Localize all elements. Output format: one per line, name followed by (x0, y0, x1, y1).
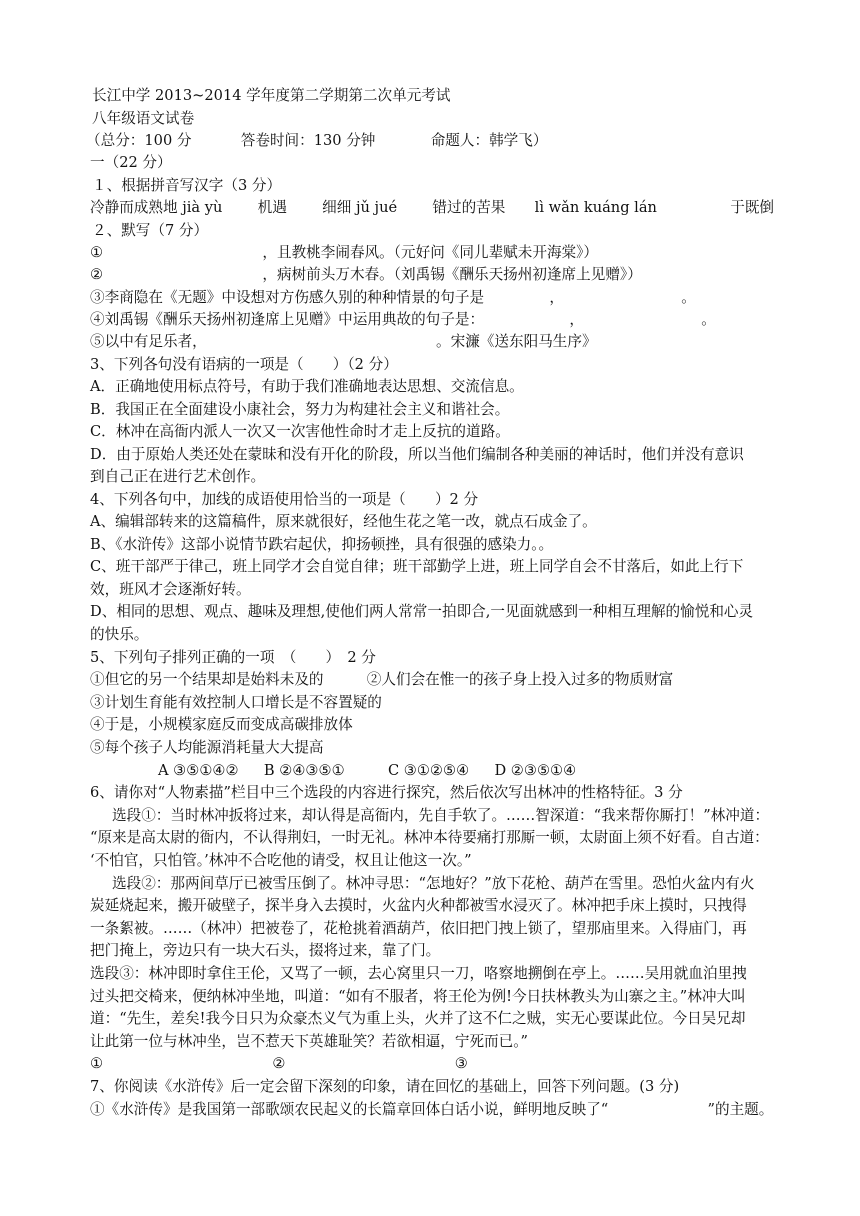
q3-title: 3、下列各句没有语病的一项是（ ）（2 分） (90, 356, 398, 373)
q6-passage-1-line: 选段①：当时林冲扳将过来，却认得是高衙内，先自手软了。……智深道：“我来帮你厮打！”林冲道： (112, 807, 770, 824)
q2-text: ，且教桃李闹春风。（元好问《同儿辈赋未开海棠》） (262, 244, 599, 261)
q1-items (90, 198, 774, 218)
q5-sentence: ②人们会在惟一的孩子身上投入过多的物质财富 (366, 671, 674, 688)
exam-author: 命题人：韩学飞） (430, 132, 548, 149)
q2-text: ⑤以中有足乐者， (90, 333, 207, 350)
q1-item: 冷静而成熟地 jià yù (90, 199, 223, 216)
q2-punct: 。 (681, 289, 696, 306)
part-one-heading: 一（22 分） (90, 154, 172, 171)
q7-line-1 (90, 1100, 773, 1120)
q2-text: ④刘禹锡《酬乐天扬州初逢席上见赠》中运用典故的句子是： (90, 311, 485, 328)
q6-passage-3-line: 选段③：林冲即时拿住王伦，又骂了一顿，去心窝里只一刀，咯察地搠倒在亭上。……吴用就血泊里拽 (90, 965, 747, 982)
q1-item: 细细 jǔ jué (322, 199, 398, 216)
q3-option-c: C．林冲在高衙内派人一次又一次害他性命时才走上反抗的道路。 (90, 423, 510, 440)
q7-text: ”的主题。 (707, 1101, 774, 1118)
q3-option-a: A．正确地使用标点符号，有助于我们准确地表达思想、交流信息。 (90, 378, 524, 395)
q1-item: lì wǎn kuáng lán (534, 199, 657, 216)
q5-sentences-1-2 (90, 670, 673, 690)
school-exam-title: 长江中学 2013~2014 学年度第二学期第二次单元考试 (92, 87, 451, 104)
q4-option-d: D、相同的思想、观点、趣味及理想,使他们两人常常一拍即合,一见面就感到一种相互理解的愉悦和心灵 (90, 603, 754, 620)
q6-passage-3-line: 过头把交椅来，便纳林冲坐地，叫道：“如有不服者，将王伦为例!今日扶林教头为山寨之主。”林冲大叫 (90, 988, 746, 1005)
q2-text: 。宋濂《送东阳马生序》 (436, 333, 597, 350)
q6-answer-mark: ③ (454, 1055, 468, 1072)
q2-line-1 (90, 243, 598, 263)
q5-sentence-4: ④于是，小规模家庭反而变成高碳排放体 (90, 716, 353, 733)
q1-item: 于既倒 (730, 199, 775, 216)
exam-time: 答卷时间：130 分钟 (240, 132, 376, 149)
q2-line-4 (90, 310, 716, 330)
q2-line-5 (90, 332, 597, 352)
q3-option-b: B．我国正在全面建设小康社会，努力为构建社会主义和谐社会。 (90, 401, 510, 418)
q3-option-d: D．由于原始人类还处在蒙昧和没有开化的阶段，所以当他们编制各种美丽的神话时，他们并没有意识 (90, 446, 744, 463)
q2-punct: ， (549, 289, 564, 306)
q4-title: 4、下列各句中，加线的成语使用恰当的一项是（ ）2 分 (90, 491, 479, 508)
q6-passage-2-line: 炭延烧起来，搬开破壁子，探半身入去摸时，火盆内火种都被雪水浸灭了。林冲把手床上摸时，只拽得 (90, 897, 747, 914)
q2-text: ③李商隐在《无题》中设想对方伤感久别的种种情景的句子是 (90, 289, 485, 306)
q6-passage-2-line: 选段②：那两间草厅已被雪压倒了。林冲寻思：“怎地好？”放下花枪、葫芦在雪里。恐怕火盆内有火 (112, 875, 755, 892)
q7-title: 7、你阅读《水浒传》后一定会留下深刻的印象，请在回忆的基础上，回答下列问题。(3 分) (90, 1078, 680, 1095)
q6-answer-mark: ① (90, 1055, 104, 1072)
q5-sentence-5: ⑤每个孩子人均能源消耗量大大提高 (90, 739, 324, 756)
q2-text: ，病树前头万木春。（刘禹锡《酬乐天扬州初逢席上见赠》） (262, 266, 642, 283)
q7-text: ①《水浒传》是我国第一部歌颂农民起义的长篇章回体白话小说，鲜明地反映了“ (90, 1101, 609, 1118)
q5-option-a: A ③⑤①④② (158, 762, 239, 779)
q2-line-3 (90, 288, 696, 308)
q5-option-d: D ②③⑤①④ (494, 762, 577, 779)
q6-passage-3-line: 道：“先生，差矣!我今日只为众豪杰义气为重上头，火并了这不仁之贼，实无心要谋此位。今日吴兄却 (90, 1010, 746, 1027)
q1-title: １、根据拼音写汉字（3 分） (92, 177, 282, 194)
q4-option-c-cont: 效，班风才会逐渐好转。 (90, 581, 251, 598)
q2-line-2 (90, 265, 642, 285)
q6-answer-marks (90, 1054, 468, 1074)
q6-passage-2-line: 把门掩上，旁边只有一块大石头，掇将过来，靠了门。 (90, 942, 441, 959)
q4-option-c: C、班干部严于律己，班上同学才会自觉自律；班干部勤学上进，班上同学自会不甘落后，如此上行下 (90, 558, 744, 575)
exam-info (86, 131, 547, 151)
q5-sentence: ①但它的另一个结果却是始料未及的 (90, 671, 324, 688)
q5-options (158, 761, 576, 781)
q2-title: ２、默写（7 分） (92, 222, 209, 239)
q6-passage-2-line: 一条絮被。……（林冲）把被卷了，花枪挑着酒葫芦，依旧把门拽上锁了，望那庙里来。入得庙门，再 (90, 920, 747, 937)
q6-passage-1-line: ‘不怕官，只怕管。’林冲不合吃他的请受，权且让他这一次。” (90, 852, 472, 869)
q6-passage-1-line: “原来是高太尉的衙内，不认得荆妇，一时无礼。林冲本待要痛打那厮一顿，太尉面上须不好看。自古道： (90, 829, 769, 846)
q5-option-b: B ②④③⑤① (263, 762, 345, 779)
subject-title: 八年级语文试卷 (92, 110, 195, 127)
q3-option-d-cont: 到自己正在进行艺术创作。 (90, 468, 266, 485)
q4-option-a: A、编辑部转来的这篇稿件，原来就很好，经他生花之笔一改，就点石成金了。 (90, 513, 597, 530)
total-score: （总分：100 分 (86, 132, 192, 149)
q5-title: 5、下列句子排列正确的一项 （ ） 2 分 (90, 649, 376, 666)
q4-option-b: B、《水浒传》这部小说情节跌宕起伏，抑扬顿挫，具有很强的感染力。。 (90, 536, 554, 553)
q2-punct: 。 (701, 311, 716, 328)
q2-mark: ① (90, 244, 104, 261)
q6-answer-mark: ② (272, 1055, 286, 1072)
q1-item: 错过的苦果 (432, 199, 506, 216)
q4-option-d-cont: 的快乐。 (90, 626, 149, 643)
q2-mark: ② (90, 266, 104, 283)
q2-punct: ， (569, 311, 584, 328)
q1-item: 机遇 (257, 199, 287, 216)
q6-title: 6、请你对“人物素描”栏目中三个选段的内容进行探究，然后依次写出林冲的性格特征。3 分 (90, 784, 683, 801)
q6-passage-3-line: 让此第一位与林冲坐，岂不惹天下英雄耻笑？若欲相逼，宁死而已。” (90, 1033, 528, 1050)
q5-option-c: C ③①②⑤④ (387, 762, 470, 779)
q5-sentence-3: ③计划生育能有效控制人口增长是不容置疑的 (90, 694, 382, 711)
